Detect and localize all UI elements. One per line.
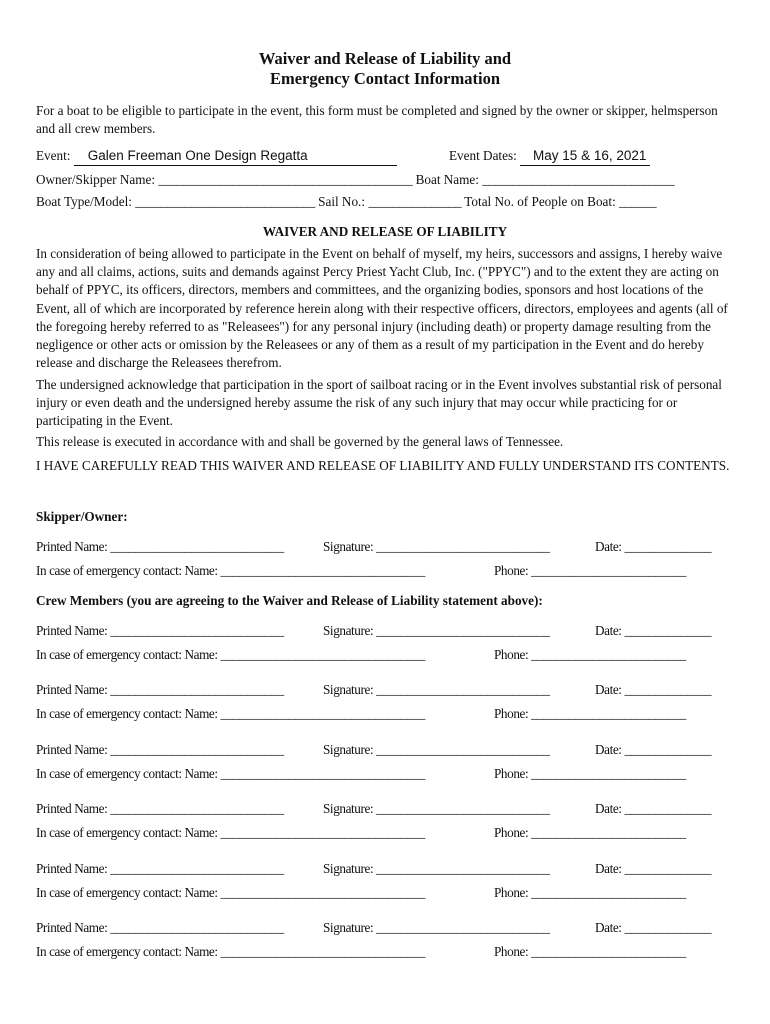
crew-1-signature-field[interactable]: Signature: ____________________________ — [323, 623, 550, 638]
owner-skipper-label: Owner/Skipper Name: — [36, 172, 156, 187]
crew-2-signature-field[interactable]: Signature: ____________________________ — [323, 682, 550, 697]
crew-1-printed-name-field[interactable]: Printed Name: ____________________________ — [36, 623, 284, 638]
intro-paragraph: For a boat to be eligible to participate in the event, this form must be completed and signed by the owner or skipper, helmsperson and all crew members. — [36, 103, 718, 137]
event-dates-field — [449, 147, 650, 166]
form-title-line-1: Waiver and Release of Liability and — [258, 49, 512, 68]
boat-name-input[interactable]: _______________________________ — [482, 172, 675, 187]
boat-type-label: Boat Type/Model: — [36, 194, 132, 209]
crew-6-emergency-phone-field[interactable]: Phone: _________________________ — [494, 944, 686, 959]
crew-2-date-field[interactable]: Date: ______________ — [595, 682, 712, 697]
sail-no-input[interactable]: _______________ — [368, 194, 462, 209]
sail-no-label: Sail No.: — [318, 194, 366, 209]
crew-5-emergency-phone-field[interactable]: Phone: _________________________ — [494, 885, 686, 900]
crew-5-date-field[interactable]: Date: ______________ — [595, 861, 712, 876]
form-title-line-2: Emergency Contact Information — [269, 69, 501, 88]
crew-1-date-field[interactable]: Date: ______________ — [595, 623, 712, 638]
crew-2-emergency-contact-field[interactable]: In case of emergency contact: Name: _________________________________ — [36, 706, 425, 721]
owner-boat-row — [36, 171, 674, 189]
crew-1-emergency-contact-field[interactable]: In case of emergency contact: Name: _________________________________ — [36, 647, 425, 662]
crew-4-date-field[interactable]: Date: ______________ — [595, 801, 712, 816]
waiver-heading: WAIVER AND RELEASE OF LIABILITY — [262, 224, 508, 239]
crew-5-printed-name-field[interactable]: Printed Name: ____________________________ — [36, 861, 284, 876]
crew-3-emergency-contact-field[interactable]: In case of emergency contact: Name: _________________________________ — [36, 766, 425, 781]
crew-4-emergency-phone-field[interactable]: Phone: _________________________ — [494, 825, 686, 840]
total-people-label: Total No. of People on Boat: — [464, 194, 616, 209]
waiver-paragraph-2: The undersigned acknowledge that participation in the sport of sailboat racing or in the Event involves substantial risk of personal injury or even death and the undersigned hereby assume the risk of any such injury that may occur while practicing for or participating in the Event. — [36, 377, 722, 429]
crew-5-signature-field[interactable]: Signature: ____________________________ — [323, 861, 550, 876]
skipper-signature-field[interactable]: Signature: ____________________________ — [323, 539, 550, 554]
crew-6-signature-field[interactable]: Signature: ____________________________ — [323, 920, 550, 935]
event-label: Event: — [36, 148, 71, 163]
crew-6-printed-name-field[interactable]: Printed Name: ____________________________ — [36, 920, 284, 935]
skipper-date-field[interactable]: Date: ______________ — [595, 539, 712, 554]
crew-3-date-field[interactable]: Date: ______________ — [595, 742, 712, 757]
crew-1-emergency-phone-field[interactable]: Phone: _________________________ — [494, 647, 686, 662]
crew-6-emergency-contact-field[interactable]: In case of emergency contact: Name: _________________________________ — [36, 944, 425, 959]
event-dates-input[interactable]: May 15 & 16, 2021 — [520, 147, 650, 166]
crew-5-emergency-contact-field[interactable]: In case of emergency contact: Name: _________________________________ — [36, 885, 425, 900]
total-people-input[interactable]: ______ — [619, 194, 657, 209]
waiver-paragraph-4: I HAVE CAREFULLY READ THIS WAIVER AND RELEASE OF LIABILITY AND FULLY UNDERSTAND ITS CONTENTS. — [36, 458, 730, 473]
event-field — [36, 147, 397, 166]
owner-skipper-input[interactable]: _________________________________________ — [158, 172, 413, 187]
crew-4-signature-field[interactable]: Signature: ____________________________ — [323, 801, 550, 816]
crew-3-emergency-phone-field[interactable]: Phone: _________________________ — [494, 766, 686, 781]
skipper-emergency-contact-field[interactable]: In case of emergency contact: Name: _________________________________ — [36, 563, 425, 578]
crew-2-emergency-phone-field[interactable]: Phone: _________________________ — [494, 706, 686, 721]
crew-6-date-field[interactable]: Date: ______________ — [595, 920, 712, 935]
crew-3-printed-name-field[interactable]: Printed Name: ____________________________ — [36, 742, 284, 757]
crew-3-signature-field[interactable]: Signature: ____________________________ — [323, 742, 550, 757]
boat-type-input[interactable]: _____________________________ — [135, 194, 315, 209]
skipper-emergency-phone-field[interactable]: Phone: _________________________ — [494, 563, 686, 578]
waiver-paragraph-1: In consideration of being allowed to participate in the Event on behalf of myself, my heirs, successors and assigns, I hereby waive any and all claims, actions, suits and demands against Percy Priest Yacht Club, Inc. ("PPYC") and to the extent they are acting on behalf of PPYC, its officers, directors, members and committees, and the organizing bodies, sponsors and host locations of the Event, all of which are incorporated by reference herein along with their respective officers, directors, employees and agents (all of the foregoing hereby referred to as "Releasees") for any personal injury (including death) or property damage resulting from the negligence or other acts or omission by the Releasees or any of them as a result of my participation in the Event and do hereby release and discharge the Releasees therefrom. — [36, 246, 728, 371]
skipper-owner-heading: Skipper/Owner: — [36, 509, 128, 524]
crew-4-printed-name-field[interactable]: Printed Name: ____________________________ — [36, 801, 284, 816]
event-dates-label: Event Dates: — [449, 148, 517, 163]
skipper-printed-name-field[interactable]: Printed Name: ____________________________ — [36, 539, 284, 554]
crew-2-printed-name-field[interactable]: Printed Name: ____________________________ — [36, 682, 284, 697]
boat-type-row — [36, 193, 656, 211]
waiver-paragraph-3: This release is executed in accordance with and shall be governed by the general laws of Tennessee. — [36, 434, 564, 449]
boat-name-label: Boat Name: — [415, 172, 479, 187]
crew-members-heading: Crew Members (you are agreeing to the Waiver and Release of Liability statement above): — [36, 593, 543, 608]
event-name-input[interactable]: Galen Freeman One Design Regatta — [74, 147, 397, 166]
crew-4-emergency-contact-field[interactable]: In case of emergency contact: Name: _________________________________ — [36, 825, 425, 840]
